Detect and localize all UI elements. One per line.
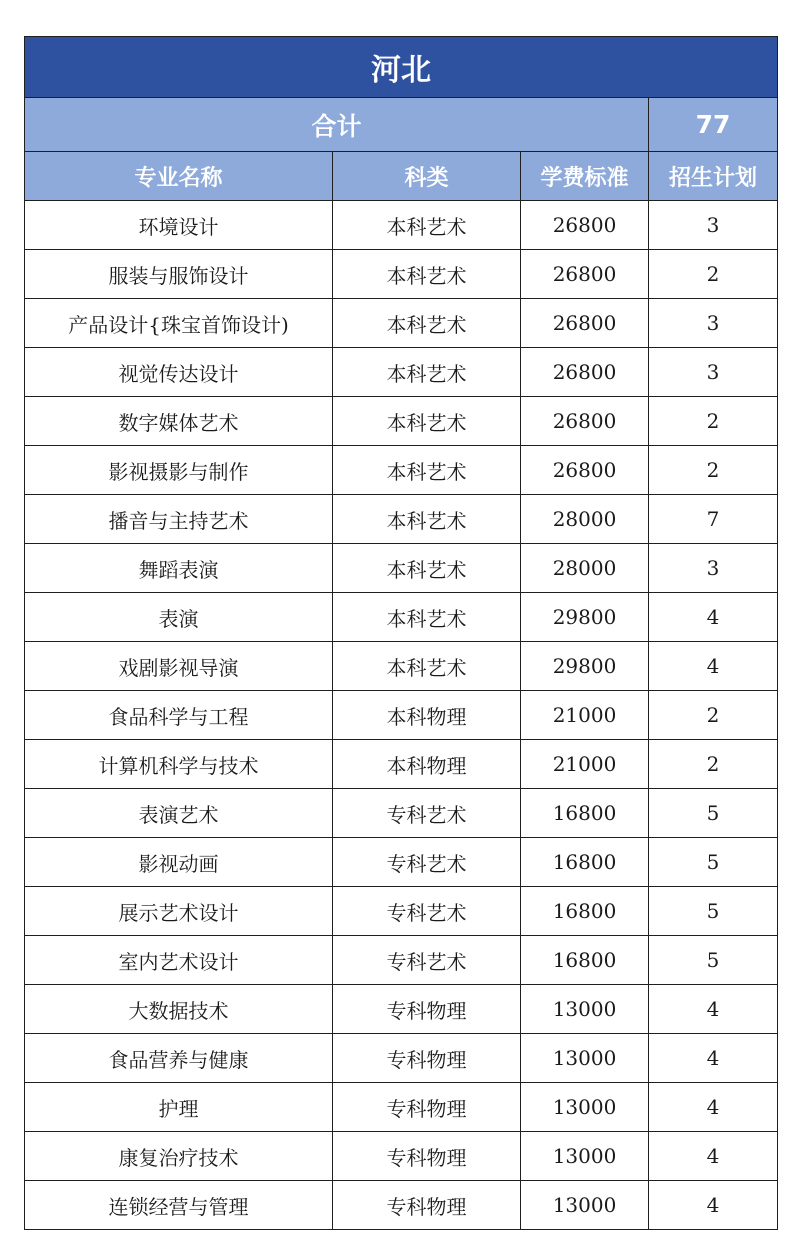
cell-tuition: 13000 [521, 985, 649, 1034]
cell-tuition: 16800 [521, 838, 649, 887]
table-row [25, 985, 778, 1034]
table-row [25, 642, 778, 691]
cell-category: 本科艺术 [333, 299, 521, 348]
cell-plan: 2 [649, 740, 778, 789]
table-row [25, 1181, 778, 1230]
cell-tuition: 26800 [521, 397, 649, 446]
cell-tuition: 29800 [521, 593, 649, 642]
cell-plan: 5 [649, 936, 778, 985]
table-row [25, 789, 778, 838]
cell-plan: 5 [649, 887, 778, 936]
cell-major-name: 康复治疗技术 [25, 1132, 333, 1181]
cell-plan: 7 [649, 495, 778, 544]
table-row [25, 250, 778, 299]
table-row [25, 1132, 778, 1181]
cell-tuition: 13000 [521, 1034, 649, 1083]
cell-plan: 3 [649, 299, 778, 348]
cell-plan: 3 [649, 544, 778, 593]
header-major-name: 专业名称 [25, 152, 333, 201]
cell-major-name: 播音与主持艺术 [25, 495, 333, 544]
cell-plan: 5 [649, 789, 778, 838]
cell-category: 专科物理 [333, 1034, 521, 1083]
table-title: 河北 [25, 37, 778, 98]
cell-category: 专科物理 [333, 1132, 521, 1181]
cell-category: 本科艺术 [333, 348, 521, 397]
cell-plan: 4 [649, 1181, 778, 1230]
header-category: 科类 [333, 152, 521, 201]
table-row [25, 1034, 778, 1083]
cell-plan: 4 [649, 985, 778, 1034]
cell-major-name: 服装与服饰设计 [25, 250, 333, 299]
header-plan: 招生计划 [649, 152, 778, 201]
cell-category: 专科物理 [333, 1083, 521, 1132]
cell-plan: 4 [649, 1034, 778, 1083]
table-row [25, 936, 778, 985]
cell-plan: 2 [649, 446, 778, 495]
cell-tuition: 28000 [521, 495, 649, 544]
total-label: 合计 [25, 98, 649, 152]
cell-plan: 4 [649, 1132, 778, 1181]
cell-plan: 3 [649, 348, 778, 397]
cell-tuition: 26800 [521, 446, 649, 495]
table-row [25, 397, 778, 446]
cell-category: 专科艺术 [333, 936, 521, 985]
cell-tuition: 28000 [521, 544, 649, 593]
cell-tuition: 26800 [521, 348, 649, 397]
cell-major-name: 室内艺术设计 [25, 936, 333, 985]
cell-category: 本科艺术 [333, 446, 521, 495]
cell-category: 本科艺术 [333, 593, 521, 642]
cell-plan: 4 [649, 1083, 778, 1132]
cell-category: 本科艺术 [333, 397, 521, 446]
table-row [25, 887, 778, 936]
header-tuition: 学费标准 [521, 152, 649, 201]
total-row [25, 98, 778, 152]
cell-major-name: 影视动画 [25, 838, 333, 887]
table-row [25, 544, 778, 593]
table-row [25, 348, 778, 397]
cell-category: 本科艺术 [333, 250, 521, 299]
cell-tuition: 21000 [521, 740, 649, 789]
cell-major-name: 戏剧影视导演 [25, 642, 333, 691]
cell-category: 专科物理 [333, 985, 521, 1034]
cell-major-name: 表演艺术 [25, 789, 333, 838]
cell-tuition: 13000 [521, 1083, 649, 1132]
cell-major-name: 影视摄影与制作 [25, 446, 333, 495]
cell-tuition: 26800 [521, 250, 649, 299]
cell-category: 本科物理 [333, 691, 521, 740]
cell-plan: 4 [649, 593, 778, 642]
cell-major-name: 产品设计{珠宝首饰设计) [25, 299, 333, 348]
header-row [25, 152, 778, 201]
cell-category: 专科艺术 [333, 838, 521, 887]
table-body [25, 37, 778, 1230]
cell-tuition: 13000 [521, 1181, 649, 1230]
cell-major-name: 舞蹈表演 [25, 544, 333, 593]
cell-major-name: 大数据技术 [25, 985, 333, 1034]
cell-tuition: 16800 [521, 887, 649, 936]
table-row [25, 495, 778, 544]
table-row [25, 1083, 778, 1132]
cell-major-name: 食品营养与健康 [25, 1034, 333, 1083]
cell-category: 本科艺术 [333, 495, 521, 544]
cell-category: 本科艺术 [333, 544, 521, 593]
cell-tuition: 16800 [521, 936, 649, 985]
cell-major-name: 计算机科学与技术 [25, 740, 333, 789]
cell-major-name: 食品科学与工程 [25, 691, 333, 740]
cell-category: 专科艺术 [333, 789, 521, 838]
table-row [25, 299, 778, 348]
cell-plan: 3 [649, 201, 778, 250]
cell-major-name: 表演 [25, 593, 333, 642]
cell-tuition: 13000 [521, 1132, 649, 1181]
cell-category: 本科艺术 [333, 642, 521, 691]
cell-tuition: 21000 [521, 691, 649, 740]
cell-tuition: 29800 [521, 642, 649, 691]
cell-major-name: 环境设计 [25, 201, 333, 250]
cell-major-name: 护理 [25, 1083, 333, 1132]
cell-plan: 4 [649, 642, 778, 691]
table-row [25, 593, 778, 642]
table-row [25, 201, 778, 250]
cell-tuition: 26800 [521, 299, 649, 348]
table-row [25, 691, 778, 740]
cell-major-name: 展示艺术设计 [25, 887, 333, 936]
total-value: 77 [649, 98, 778, 152]
cell-plan: 2 [649, 397, 778, 446]
cell-category: 本科物理 [333, 740, 521, 789]
title-row [25, 37, 778, 98]
cell-major-name: 连锁经营与管理 [25, 1181, 333, 1230]
enrollment-plan-table [24, 36, 778, 1230]
cell-category: 专科艺术 [333, 887, 521, 936]
cell-major-name: 视觉传达设计 [25, 348, 333, 397]
cell-major-name: 数字媒体艺术 [25, 397, 333, 446]
cell-tuition: 16800 [521, 789, 649, 838]
table-row [25, 740, 778, 789]
table-row [25, 838, 778, 887]
cell-plan: 2 [649, 250, 778, 299]
cell-plan: 5 [649, 838, 778, 887]
cell-plan: 2 [649, 691, 778, 740]
cell-category: 专科物理 [333, 1181, 521, 1230]
cell-tuition: 26800 [521, 201, 649, 250]
cell-category: 本科艺术 [333, 201, 521, 250]
table-row [25, 446, 778, 495]
